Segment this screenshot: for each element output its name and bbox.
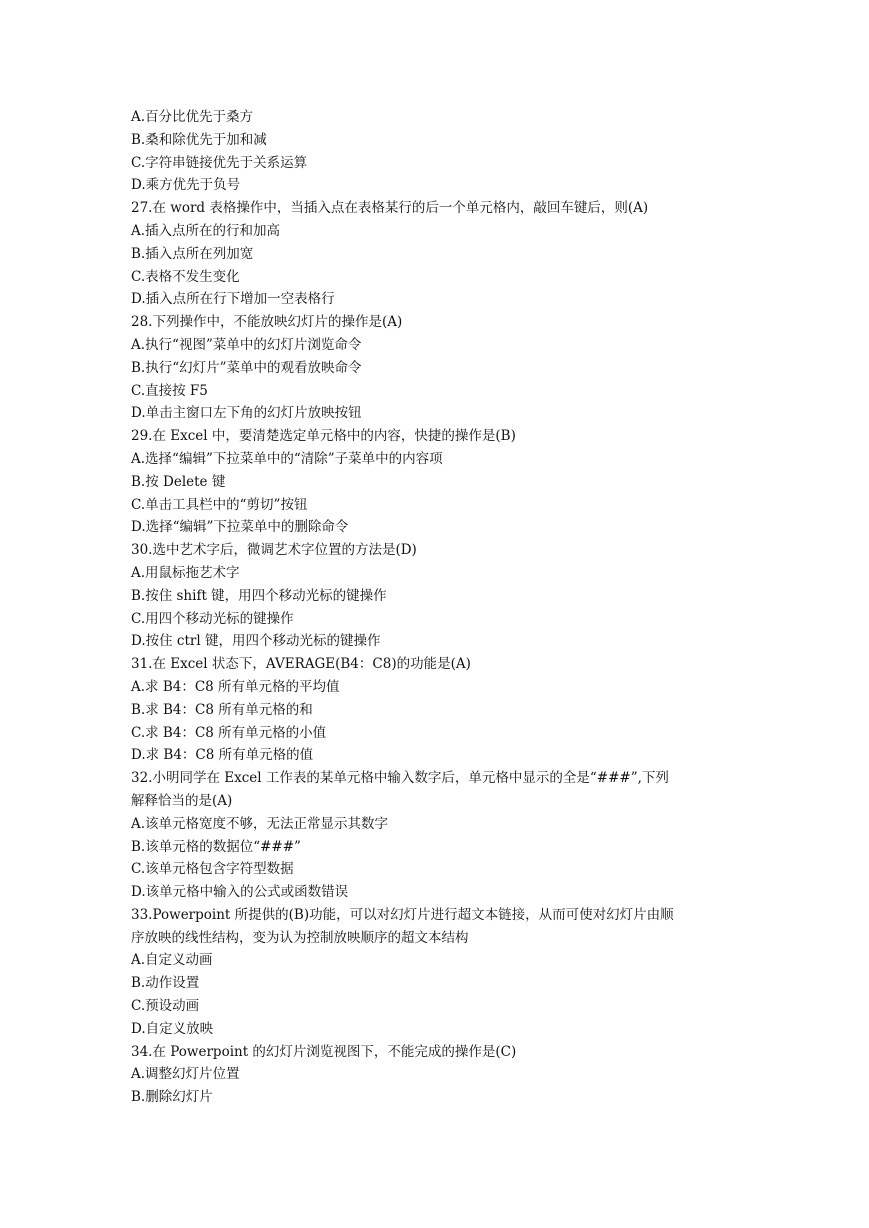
text-line: C.预设动画 [131, 998, 200, 1015]
text-line: B.桑和除优先于加和减 [131, 131, 267, 148]
text-line: A.调整幻灯片位置 [131, 1066, 240, 1083]
text-line: 解释恰当的是(A) [131, 792, 233, 809]
text-line: D.按住 ctrl 键，用四个移动光标的键操作 [131, 633, 381, 650]
text-line: B.按住 shift 键，用四个移动光标的键操作 [131, 587, 387, 604]
text-line: D.自定义放映 [131, 1020, 214, 1037]
text-line: C.表格不发生变化 [131, 268, 240, 285]
text-line: D.选择“编辑”下拉菜单中的删除命令 [131, 519, 349, 536]
text-line: D.单击主窗口左下角的幻灯片放映按钮 [131, 405, 362, 422]
text-line: B.动作设置 [131, 975, 200, 992]
text-line: A.求 B4：C8 所有单元格的平均值 [131, 678, 340, 695]
text-line: B.求 B4：C8 所有单元格的和 [131, 701, 313, 718]
text-line: A.执行“视图”菜单中的幻灯片浏览命令 [131, 336, 362, 353]
text-line: 32.小明同学在 Excel 工作表的某单元格中输入数字后，单元格中显示的全是“###”,下列 [131, 770, 669, 787]
text-line: C.求 B4：C8 所有单元格的小值 [131, 724, 327, 741]
text-line: A.插入点所在的行和加高 [131, 222, 281, 239]
text-line: D.该单元格中输入的公式或函数错误 [131, 884, 349, 901]
text-line: A.自定义动画 [131, 952, 213, 969]
text-line: 29.在 Excel 中，要清楚选定单元格中的内容，快捷的操作是(B) [131, 428, 516, 445]
document-body [131, 106, 771, 1109]
text-line: 28.下列操作中，不能放映幻灯片的操作是(A) [131, 314, 403, 331]
text-line: 34.在 Powerpoint 的幻灯片浏览视图下，不能完成的操作是(C) [131, 1043, 517, 1060]
text-line: C.单击工具栏中的“剪切”按钮 [131, 496, 308, 513]
text-line: D.插入点所在行下增加一空表格行 [131, 291, 335, 308]
text-line: A.该单元格宽度不够，无法正常显示其数字 [131, 815, 389, 832]
text-line: A.百分比优先于桑方 [131, 109, 254, 125]
text-line: A.用鼠标拖艺术字 [131, 564, 240, 581]
text-line: A.选择“编辑”下拉菜单中的“清除”子菜单中的内容项 [131, 450, 443, 467]
text-line: B.插入点所在列加宽 [131, 245, 254, 262]
text-line: 30.选中艺术字后，微调艺术字位置的方法是(D) [131, 542, 417, 559]
text-line: 31.在 Excel 状态下，AVERAGE(B4：C8)的功能是(A) [131, 656, 471, 673]
text-line: 33.Powerpoint 所提供的(B)功能，可以对幻灯片进行超文本链接，从而可使对幻灯片由顺 [131, 906, 674, 923]
text-line: 序放映的线性结构，变为认为控制放映顺序的超文本结构 [131, 929, 469, 946]
text-line: B.删除幻灯片 [131, 1089, 213, 1106]
text-line: B.执行“幻灯片”菜单中的观看放映命令 [131, 359, 362, 376]
text-line: 27.在 word 表格操作中，当插入点在表格某行的后一个单元格内，敲回车键后，则(A) [131, 200, 649, 217]
text-line: C.该单元格包含字符型数据 [131, 861, 294, 878]
text-line: B.该单元格的数据位“###” [131, 838, 301, 855]
text-line: D.求 B4：C8 所有单元格的值 [131, 747, 314, 764]
text-line: C.字符串链接优先于关系运算 [131, 154, 308, 171]
text-line: C.用四个移动光标的键操作 [131, 610, 294, 627]
text-line: C.直接按 F5 [131, 382, 208, 399]
text-line: B.按 Delete 键 [131, 473, 226, 490]
text-line: D.乘方优先于负号 [131, 177, 241, 194]
